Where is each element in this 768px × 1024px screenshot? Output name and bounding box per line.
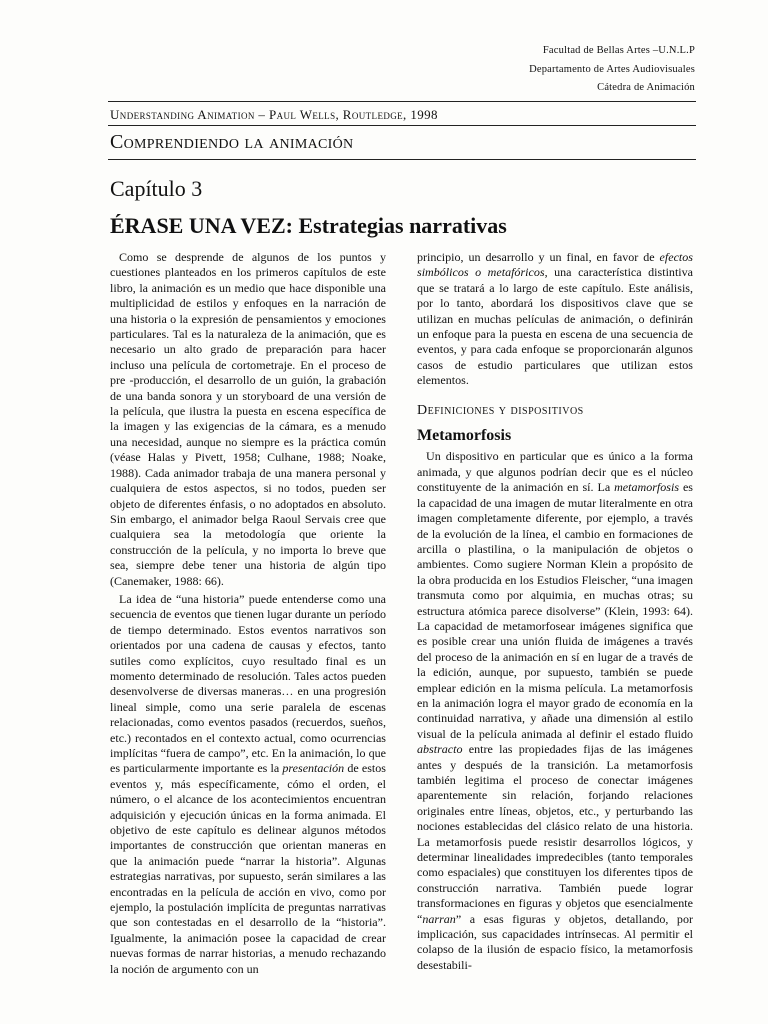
paragraph: principio, un desarrollo y un final, en favor de efectos simbólicos o metafóricos, una característica distintiva que se tratará a lo largo de este capítulo. Este análisis, por lo tanto, abordará los dispositivos clave que se utilizan en muchas películas de animación, o definirán un enfoque para la puesta en escena de una secuencia de eventos, y para cada enfoque se proporcionarán algunos casos de estudio particulares que utilizan estos elementos.: [417, 250, 694, 388]
chapter-title: ÉRASE UNA VEZ: Estrategias narrativas: [110, 213, 507, 238]
section-heading: Definiciones y dispositivos: [417, 402, 584, 418]
left-column: [110, 250, 386, 977]
subsection-heading: Metamorfosis: [417, 427, 512, 445]
source-citation: Understanding Animation – Paul Wells, Routledge, 1998: [110, 107, 438, 122]
paragraph: Como se desprende de algunos de los puntos y cuestiones planteados en los primeros capítulos de este libro, la animación es un medio que hace disponible una multiplicidad de estilos y enfoques en la narración de una historia o la expresión de pensamientos y emociones particulares. Tal es la naturaleza de la animación, que es necesario un alto grado de preparación para hacer incluso una película de cortometraje. En el proceso de pre -producción, el desarrollo de un guión, la grabación de una banda sonora y un storyboard de una versión de la película, que ilustra la puesta en escena específica de la imagen y las exigencias de la cámara, es a menudo una necesidad, aunque no siempre es la práctica común (véase Halas y Pivett, 1958; Culhane, 1988; Noake, 1988). Cada animador trabaja de una manera personal y cualquiera de estos aspectos, si no todos, pueden ser objeto de diferentes énfasis, o no adoptados en absoluto. Sin embargo, el animador belga Raoul Servais cree que cualquiera sea la metodología que oriente la construcción de la película, y no importa lo breve que sea, siempre debe tener una historia de algún tipo (Canemaker, 1988: 66).: [110, 250, 386, 588]
divider-title: [108, 159, 696, 160]
book-title: Comprendiendo la animación: [110, 131, 354, 153]
faculty-name: Facultad de Bellas Artes –U.N.L.P: [542, 45, 695, 56]
chair-name: Cátedra de Animación: [597, 82, 695, 93]
department-name: Departamento de Artes Audiovisuales: [529, 63, 695, 75]
divider-source: [108, 125, 696, 126]
divider-top: [108, 101, 696, 102]
chapter-number: Capítulo 3: [110, 176, 203, 201]
institution-header: [529, 42, 695, 98]
paragraph: La idea de “una historia” puede entenderse como una secuencia de eventos que tienen lugar durante un período de tiempo determinado. Estos eventos narrativos son orientados por una cadena de causas y efectos, tanto sutiles como explícitos, cuyo resultado final es un momento determinado de resolución. Tales actos pueden desenvolverse de diversas maneras… en una progresión lineal simple, como una serie paralela de escenas relacionadas, como eventos pasados (recuerdos, sueños, etc.) recontados en el contexto actual, como ocurrencias implícitas “fuera de campo”, etc. En la animación, lo que es particularmente importante es la presentación de estos eventos y, más específicamente, cómo el orden, el número, o el alcance de los acontecimientos encuentran adquisición y ejecución únicas en la forma animada. El objetivo de este capítulo es delinear algunos métodos importantes de construcción que orientan maneras en que la animación puede “narrar la historia”. Algunas estrategias narrativas, por supuesto, serán similares a las encontradas en la película de acción en vivo, como por ejemplo, la postulación implícita de preguntas narrativas que son contestadas en el desarrollo de la “historia”. Igualmente, la animación posee la capacidad de crear nuevas formas de narrar historias, a menudo rechazando la noción de argumento con un: [110, 591, 386, 976]
paragraph: Un dispositivo en particular que es único a la forma animada, y que algunos podrían decir que es el núcleo constituyente de la animación en sí. La metamorfosis es la capacidad de una imagen de mutar literalmente en otra imagen completamente diferente, por ejemplo, a través de la evolución de la línea, el cambio en formaciones de arcilla o plastilina, o la manipulación de objetos o ambientes. Como sugiere Norman Klein a propósito de la obra producida en los Estudios Fleischer, “una imagen transmuta como por alquimia, en muchas otras; su estructura atómica parece disolverse” (Klein, 1993: 64). La capacidad de metamorfosear imágenes significa que es posible crear una unión fluida de imágenes a través del proceso de la animación en sí en lugar de a través de la edición, aunque, por supuesto, también se puede emplear edición en la misma película. La metamorfosis en la animación logra el mayor grado de economía en la continuidad narrativa, y añade una dimensión al estilo visual de la película animada al definir el estado fluido abstracto entre las propiedades fijas de las imágenes antes y después de la transición. La metamorfosis también legitima el proceso de conectar imágenes aparentemente sin relación, forjando relaciones originales entre líneas, objetos, etc., y perturbando las nociones establecidas del clásico relato de una historia. La metamorfosis puede resistir desarrollos lógicos, y determinar linealidades impredecibles (tanto temporales como espaciales) que constituyen los diferentes tipos de construcción narrativa. También puede lograr transformaciones en figuras y objetos que esencialmente “narran” a esas figuras y objetos, detallando, por implicación, sus capacidades intrínsecas. Al permitir el colapso de la ilusión de espacio físico, la metamorfosis desestabili-: [417, 449, 693, 972]
right-column: [417, 250, 693, 973]
